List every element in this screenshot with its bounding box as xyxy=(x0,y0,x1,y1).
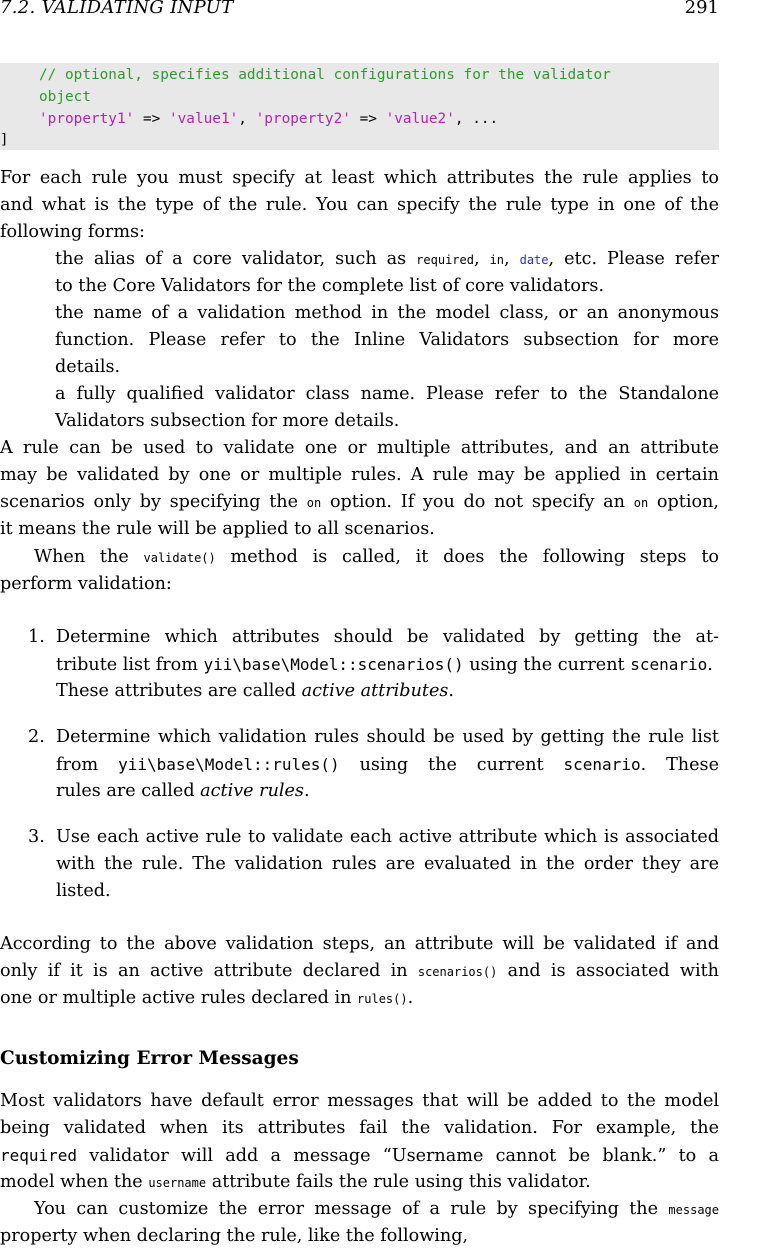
code-on: on xyxy=(633,496,649,510)
text-line: scenarios only by specifying the on option. If you do not specify an on option, xyxy=(0,492,719,512)
text-line: perform validation: xyxy=(0,574,172,594)
code-val2: 'value2' xyxy=(385,111,455,127)
section-title: 7.2. VALIDATING INPUT xyxy=(0,0,234,18)
text-line: following forms: xyxy=(0,222,145,242)
code-scenarios: yii\base\Model::scenarios() xyxy=(203,655,464,674)
code-scenario: scenario xyxy=(563,755,641,774)
paragraph-validate-method xyxy=(0,544,719,598)
text-line: one or multiple active rules declared in rules(). xyxy=(0,988,414,1008)
text-line: property when declaring the rule, like the following, xyxy=(0,1226,469,1246)
paragraph-rule-scenarios xyxy=(0,435,719,543)
text-line: Determine which validation rules should be used by getting the rule list xyxy=(56,727,719,747)
text-line: only if it is an active attribute declared in scenarios() and is associated with xyxy=(0,961,719,981)
text-line: model when the username attribute fails the rule using this validator. xyxy=(0,1172,591,1192)
code-prop2: 'property2' xyxy=(255,111,351,127)
text-line: with the rule. The validation rules are evaluated in the order they are xyxy=(56,854,719,874)
text-line: For each rule you must specify at least which attributes the rule applies to xyxy=(0,168,719,188)
code-message: message xyxy=(668,1203,719,1217)
code-in: in xyxy=(489,253,505,267)
text-line: to the Core Validators for the complete list of core validators. xyxy=(55,276,605,296)
code-ellipsis: , ... xyxy=(454,111,499,127)
step-body xyxy=(56,724,719,805)
text-line: and what is the type of the rule. You can specify the rule type in one of the xyxy=(0,195,719,215)
text-line: A rule can be used to validate one or multiple attributes, and an attribute xyxy=(0,438,719,458)
form-alias-line: the alias of a core validator, such as required, in, date, etc. Please refer xyxy=(55,249,719,269)
text-line: the name of a validation method in the model class, or an anonymous xyxy=(55,303,719,323)
code-scenario: scenario xyxy=(630,655,708,674)
code-val1: 'value1' xyxy=(168,111,239,127)
code-username: username xyxy=(148,1176,207,1190)
text-line: from yii\base\Model::rules() using the current scenario. These xyxy=(56,755,719,775)
code-rules: yii\base\Model::rules() xyxy=(118,755,340,774)
code-required: required xyxy=(0,1146,78,1165)
code-properties-line xyxy=(39,108,498,130)
step-number: 3. xyxy=(28,827,45,847)
forms-list xyxy=(0,246,719,435)
text-line: being validated when its attributes fail the validation. For example, the xyxy=(0,1118,719,1138)
text-line: Use each active rule to validate each active attribute which is associated xyxy=(56,827,719,847)
section-heading: Customizing Error Messages xyxy=(0,1048,299,1069)
text-line: may be validated by one or multiple rules. A rule may be applied in certain xyxy=(0,465,719,485)
code-comment: // optional, specifies additional configurations for the validator xyxy=(39,67,611,83)
text-line: function. Please refer to the Inline Validators subsection for more xyxy=(55,330,719,350)
text-line: tribute list from yii\base\Model::scenarios() using the current scenario. xyxy=(56,655,713,675)
paragraph-rule-types xyxy=(0,165,719,246)
text-line: required validator will add a message “Username cannot be blank.” to a xyxy=(0,1146,719,1166)
code-comma: , xyxy=(238,111,256,127)
code-closing-bracket: ] xyxy=(0,132,9,148)
step-number: 1. xyxy=(28,627,45,647)
page-number: 291 xyxy=(684,0,719,18)
text-line: Validators subsection for more details. xyxy=(55,411,400,431)
text-line: According to the above validation steps, an attribute will be validated if and xyxy=(0,934,719,954)
code-arrow: => xyxy=(134,111,169,127)
text-line: These attributes are called active attributes. xyxy=(56,681,455,701)
code-validate: validate() xyxy=(143,551,216,565)
text-line: listed. xyxy=(56,881,111,901)
text-line: Determine which attributes should be validated by getting the at- xyxy=(56,627,719,647)
paragraph-customize-message xyxy=(0,1196,719,1250)
code-block xyxy=(0,63,719,150)
text-line: rules are called active rules. xyxy=(56,781,310,801)
link-date[interactable]: date xyxy=(519,253,549,267)
code-rules: rules() xyxy=(357,992,408,1006)
code-on: on xyxy=(306,496,322,510)
code-scenarios: scenarios() xyxy=(417,965,498,979)
running-header xyxy=(0,0,719,21)
code-arrow-2: => xyxy=(350,111,386,127)
paragraph-error-messages xyxy=(0,1088,719,1196)
text-line: When the validate() method is called, it does the following steps to xyxy=(34,547,719,567)
code-prop1: 'property1' xyxy=(39,111,135,127)
step-body xyxy=(56,624,719,705)
text-line: details. xyxy=(55,357,121,377)
text-line: a fully qualified validator class name. Please refer to the Standalone xyxy=(55,384,719,404)
paragraph-active-attributes xyxy=(0,931,719,1012)
step-number: 2. xyxy=(28,727,45,747)
code-comment-cont: object xyxy=(39,89,91,105)
code-required: required xyxy=(416,253,474,267)
text-line: it means the rule will be applied to all scenarios. xyxy=(0,519,435,539)
step-body xyxy=(56,824,719,905)
text-line: Most validators have default error messages that will be added to the model xyxy=(0,1091,719,1111)
text-line: You can customize the error message of a rule by specifying the message xyxy=(34,1199,719,1219)
